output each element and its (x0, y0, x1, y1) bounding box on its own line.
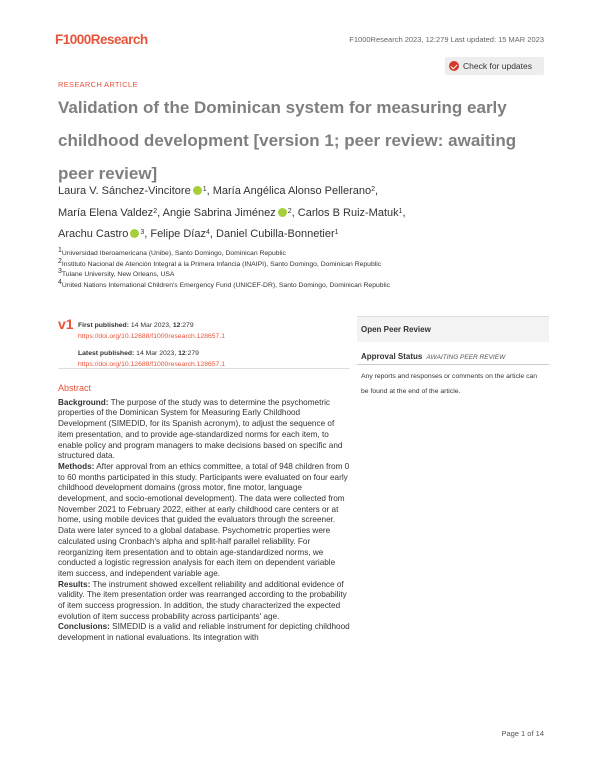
article-title: Validation of the Dominican system for measuring early childhood development [version 1; peer review: awaiting peer review] (58, 98, 517, 183)
page-number: Page 1 of 14 (501, 729, 544, 738)
peer-review-panel (357, 317, 549, 399)
check-icon (449, 61, 459, 71)
author-name[interactable]: Laura V. Sánchez-Vincitore (58, 185, 191, 197)
author-name[interactable]: Angie Sabrina Jiménez (162, 206, 276, 219)
author-name[interactable]: Felipe Díaz (150, 228, 206, 240)
latest-doi-link[interactable]: https://doi.org/10.12688/f1000research.128657.1 (78, 361, 225, 368)
affiliation-marker: 2 (287, 207, 292, 215)
affiliation-marker: 1 (398, 207, 403, 215)
abstract-section: Conclusions: SIMEDID is a valid and reliable instrument for depicting childhood development in national evaluations. Its integration with (58, 622, 350, 643)
divider (58, 368, 350, 369)
approval-status: Approval Status AWAITING PEER REVIEW (357, 350, 549, 365)
affiliation: $^3$Tulane University, New Orleans, USA (58, 268, 175, 278)
orcid-icon[interactable] (193, 186, 202, 195)
header-citation: F1000Research 2023, 12:279 Last updated: 15 MAR 2023 (349, 35, 544, 44)
abstract (58, 383, 350, 644)
article-type: RESEARCH ARTICLE (58, 80, 138, 89)
journal-logo: F1000Research (55, 32, 148, 47)
author-name[interactable]: Carlos B Ruiz-Matuk (297, 206, 399, 219)
affiliation-marker: 1 (202, 186, 207, 193)
author-list: Laura V. Sánchez-Vincitore $^1$, María Angélica Alonso Pellerano$^2$, María Elena Valdez$^2$, Angie Sabrina Jiménez $^2$, Carlos B Ruiz-Matuk$^1$, Arachu Castro $^3$, Felipe Díaz$^4$, Daniel Cubilla-Bonnetier$^1$ (58, 185, 406, 240)
abstract-section: Background: The purpose of the study was to determine the psychometric properties of the Dominican System for Measuring Early Childhood Development (SIMEDID, for its Spanish acronym), to adjust the sequence of item presentation, and to provide age-standardized norms for each item, to enable policy and program managers to make decisions based on specific and structured data. (58, 397, 343, 461)
affiliation: $^2$Instituto Nacional de Atención Integral a la Primera Infancia (INAIPI), Santo Domingo, Dominican Republic (58, 257, 382, 268)
peer-review-heading: Open Peer Review (357, 317, 549, 342)
author-name[interactable]: María Angélica Alonso Pellerano (212, 185, 372, 197)
publication-info: First published: 14 Mar 2023, 12:279 https://doi.org/10.12688/f1000research.128657.1 Latest published: 14 Mar 2023, 12:279 https://doi.org/10.12688/f1000research.128657.1 (78, 322, 225, 368)
affiliation-marker: 2 (153, 207, 158, 215)
abstract-section: Methods: After approval from an ethics committee, a total of 948 children from 0 to 60 months participated in this study. Participants were evaluated on four early childhood development domains (gross motor, fine motor, language development, and socio-emotional development). The data were collected from November 2021 to February 2022, either at early childhood care centers or at home, using mobile devices that guided the evaluators through the screener. Data were later synced to a global database. Psychometric properties were calculated using Cronbach's alpha and split-half parallel reliability. For reorganizing item presentation and to obtain age-standardized norms, we conducted a logistic regression analysis for each item on dependent variable item success, and independent variable age. (58, 461, 350, 578)
author-name[interactable]: María Elena Valdez (58, 206, 154, 219)
abstract-heading: Abstract (58, 383, 92, 393)
first-doi-link[interactable]: https://doi.org/10.12688/f1000research.128657.1 (78, 333, 225, 340)
orcid-icon[interactable] (130, 229, 139, 238)
affiliation: $^1$Universidad Iberoamericana (Unibe), Santo Domingo, Dominican Republic (58, 247, 286, 257)
affiliation: $^4$United Nations International Children's Emergency Fund (UNICEF-DR), Santo Domingo, Dominican Republic (58, 278, 390, 289)
affiliation-marker: 3 (140, 229, 145, 236)
author-name[interactable]: Daniel Cubilla-Bonnetier (216, 228, 335, 240)
affiliation-marker: 4 (205, 229, 210, 236)
peer-review-note: Any reports and responses or comments on the article can be found at the end of the article. (361, 373, 538, 395)
check-for-updates-button[interactable] (445, 57, 544, 75)
orcid-icon[interactable] (278, 208, 287, 217)
affiliations (58, 249, 390, 291)
affiliation-marker: 2 (371, 186, 376, 193)
author-name[interactable]: Arachu Castro (58, 228, 129, 240)
check-for-updates-label: Check for updates (463, 61, 532, 71)
affiliation-marker: 1 (334, 229, 339, 236)
abstract-section: Results: The instrument showed excellent reliability and additional evidence of validity. The item presentation order was rearranged according to the probability of item success progression. In addition, the study characterized the expected evolution of item success probability across participants' age. (58, 579, 347, 621)
version-label: v1 (58, 316, 74, 332)
